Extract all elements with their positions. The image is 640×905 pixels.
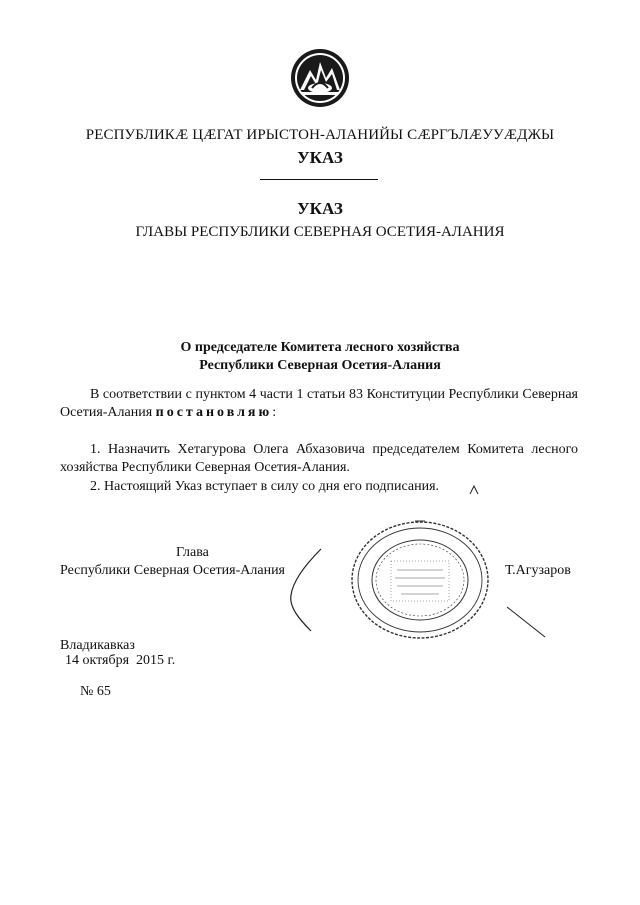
signatory-title: Глава [176, 545, 209, 560]
issue-date: 14 октября 2015 г. [65, 653, 176, 668]
decree-keyword: постановляю [155, 405, 273, 420]
clause-2: 2. Настоящий Указ вступает в силу со дня его подписания. [90, 479, 440, 494]
header-title-ossetian: РЕСПУБЛИКӔ ЦӔГАТ ИРЫСТОН-АЛАНИЙЫ СӔРГЪЛӔУУӔДЖЫ [85, 127, 555, 143]
ukaz-title-russian: УКАЗ [297, 199, 343, 218]
coat-of-arms-icon [290, 48, 350, 108]
issue-city: Владикавказ [60, 638, 135, 653]
subject-line-1: О председателе Комитета лесного хозяйства [180, 340, 460, 355]
preamble-text: В соответствии с пунктом 4 части 1 статьи 83 Конституции Республики Северная Осетия-Алания [60, 387, 578, 420]
decree-subject [0, 339, 640, 375]
official-seal-icon [345, 515, 495, 645]
signatory-organization: Республики Северная Осетия-Алания [60, 563, 285, 578]
check-mark-icon [505, 605, 550, 640]
handwritten-signature-icon [285, 545, 325, 635]
preamble-paragraph [60, 386, 578, 422]
preamble-colon: : [272, 405, 277, 420]
clause-1: 1. Назначить Хетагурова Олега Абхазовича председателем Комитета лесного хозяйства Республики Северная Осетия-Алания. [60, 442, 578, 475]
subject-line-2: Республики Северная Осетия-Алания [199, 358, 441, 373]
caret-mark-icon [468, 483, 480, 495]
header-divider [260, 179, 378, 180]
header-title-russian: ГЛАВЫ РЕСПУБЛИКИ СЕВЕРНАЯ ОСЕТИЯ-АЛАНИЯ [135, 224, 505, 240]
ukaz-title-ossetian: УКАЗ [297, 148, 343, 167]
decree-number: № 65 [80, 684, 111, 699]
signatory-name: Т.Агузаров [505, 563, 571, 578]
